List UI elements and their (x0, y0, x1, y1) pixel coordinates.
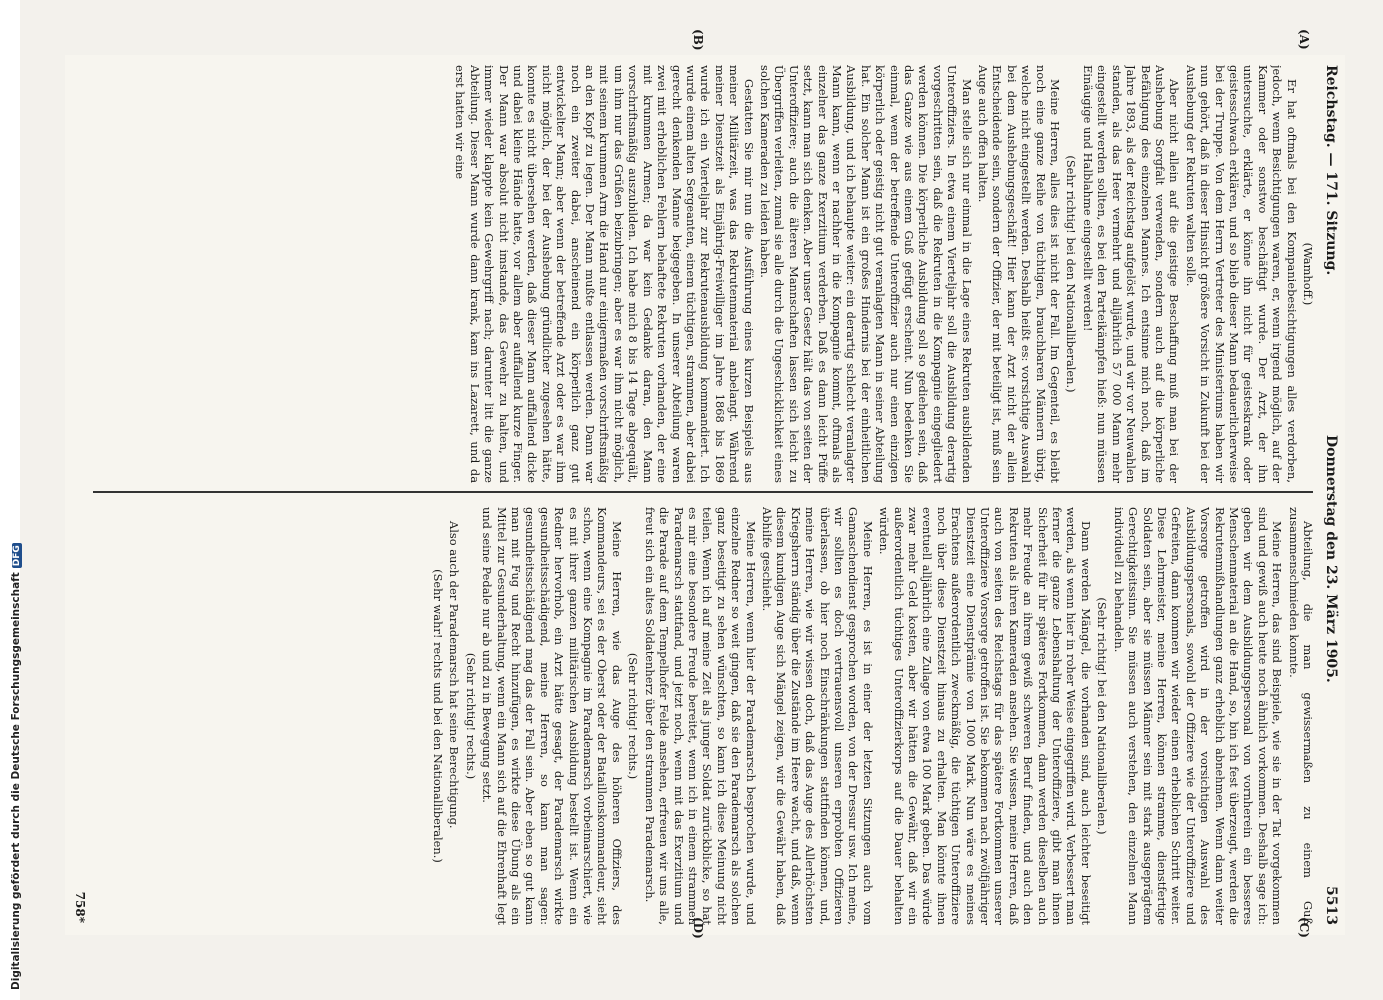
margin-marker-b: (B) (691, 29, 705, 51)
print-signature: 758* (73, 891, 87, 923)
header-date: Donnerstag den 23. März 1905. (1323, 435, 1339, 683)
paragraph: Aber nicht allein auf die geistige Beschaffung muß man bei der Aushebung Sorgfalt verwenden, sondern auch auf die körperliche Befähigung des einzelnen Mannes. Ich entsinne mich noch, daß im Jahre 1893, als der Reichstag aufgelöst wurde, und wir vor Neuwahlen standen, als das Heer vermehrt und alljährlich 57 000 Mann mehr eingestellt werden sollten, es bei den Parteikämpfen hieß: nun müssen Einäugige und Halblahme eingestellt werden! (1080, 65, 1182, 483)
document-page (65, 29, 1345, 939)
page-header (1315, 55, 1345, 935)
text-column-left (85, 65, 1315, 483)
paragraph: Meine Herren, wenn hier der Parademarsch besprochen wurde, und einzelne Redner so weit gingen, daß sie den Parademarsch als solchen ganz beseitigt zu sehen wünschten, so kann ich diese Meinung nicht teilen. Wenn ich auf meine Zeit als junger Soldat zurückblicke, so hat es mir eine besondere Freude bereitet, wenn ich in einem strammen Parademarsch stattfand, und jetzt noch, wenn mit das Exerzitium und die Parade auf dem Tempelhofer Felde ansehen, erfreuen wir uns alle, freut sich ein altes Soldatenherz über den strammen Parademarsch. (642, 507, 758, 925)
digitization-credit (0, 0, 20, 1000)
margin-marker-c: (C) (1297, 917, 1311, 938)
paragraph: (Wamhoff.) (1301, 242, 1315, 306)
paragraph: Man stelle sich nur einmal in die Lage eines Rekruten ausbildenden Unteroffiziers. In etwa einem Vierteljahr soll die Ausbildung derartig vorgeschritten sein, daß die Rekruten in die Kompagnie eingegliedert werden können. Die körperliche Ausbildung soll so gediehen sein, daß das Ganze wie aus einem Guß gefügt erscheint. Nun bedenken Sie einmal, wenn der betreffende Unteroffizier auch nur einen einzigen körperlich oder geistig nicht gut veranlagten Mann in seiner Abteilung hat. Ein solcher Mann ist ein großes Hindernis bei der einheitlichen Ausbildung, und ich behaupte weiter: ein derartig schlecht veranlagter Mann kann, wenn er nachher in die Kompagnie kommt, oftmals als einzelner das ganze Exerzitium verderben. Daß es dann leicht Püffe setzt, kann man sich denken. Aber unser Gesetz hält das von seiten der Unteroffiziere; auch die älteren Mannschaften lassen sich leicht zu Übergriffen verleiten, zumal sie alle durch die Ungeschicklichkeit eines solchen Kameraden zu leiden haben. (757, 65, 974, 483)
paragraph: (Sehr wahr! rechts und bei den Nationalliberalen.) (431, 569, 446, 863)
dfg-logo: DFG (12, 545, 22, 567)
margin-marker-d: (D) (691, 917, 705, 939)
text-column-right (85, 507, 1315, 925)
paragraph: (Sehr richtig! bei den Nationalliberalen.) (1095, 597, 1110, 835)
paragraph: Meine Herren, wie das Auge des höheren Offiziers, des Kommandeurs, sei es der Oberst oder der Bataillonskommandeur, sieht schon, wenn eine Kompagnie im Parademarsch vorbeimarschiert, wie es mit ihrer ganzen militärischen Ausbildung bestellt ist. Wenn ein Redner hervorhob, ein Arzt hätte gesagt, der Parademarsch wirkte gesundheitsschädigend, meine Herren, so kann man sagen: gesundheitsschädigend mag das der Fall sein. Aber eben so gut kann man mit Fug und Recht hinzufügen, es wirkte diese Übung als ein Mittel zur Gesunderhaltung, wenn ein Mann sich auf die Ehrenhaft legt und seine Pedale nur ab und zu in Bewegung setzt. (480, 507, 624, 925)
header-left: Reichstag. — 171. Sitzung. (1323, 65, 1339, 276)
paragraph: Also auch der Parademarsch hat seine Berechtigung. (447, 521, 462, 829)
credit-text: Digitalisierung gefördert durch die Deutsche Forschungsgemeinschaft (10, 572, 22, 990)
paragraph: Er hat oftmals bei den Kompaniebesichtigungen alles verdorben, jedoch, wenn Besichtigungen waren, er, wenn irgend möglich, auf der Kammer oder sonstwo beschäftigt wurde. Der Arzt, der ihn untersuchte, erklärte, er könne ihn nicht für geisteskrank oder geistesschwach erklären, und so blieb dieser Mann bedauerlicherweise bei der Truppe. Von dem Herrn Vertreter des Ministeriums haben wir nun gehört, daß in dieser Hinsicht größere Vorsicht in Zukunft bei der Aushebung der Rekruten walten solle. (1183, 65, 1299, 483)
paragraph: Dann werden Mängel, die vorhanden sind, auch leichter beseitigt werden, als wenn hier in roher Weise eingegriffen wird. Verbessert man ferner die ganze Lebenshaltung der Unteroffiziere, gibt man ihnen Sicherheit für ihr späteres Fortkommen, dann werden dieselben auch mehr Freude an ihrem gewiß schweren Beruf finden, und auch den Rekruten als ihren Kameraden ansehen. Sie wissen, meine Herren, daß auch von seiten des Reichstags für das spätere Fortkommen unserer Unteroffiziere Vorsorge getroffen ist. Sie bekommen nach zwölfjähriger Dienstzeit eine Dienstprämie von 1000 Mark. Nun wäre es meines Erachtens außerordentlich zweckmäßig, die tüchtigen Unteroffiziere noch über diese Dienstzeit hinaus zu erhalten. Man könnte ihnen eventuell alljährlich eine Zulage von etwa 100 Mark geben. Das würde zwar mehr Geld kosten, aber wir hätten die Gewähr, daß wir ein außerordentlich tüchtiges Unteroffizierkorps auf die Dauer behalten würden. (877, 507, 1093, 925)
paragraph: Gestatten Sie mir nun die Ausführung eines kurzen Beispiels aus meiner Militärzeit, was das Rekrutenmaterial anbelangt. Während meiner Dienstzeit als Einjährig-Freiwilliger im Jahre 1868 bis 1869 wurde ich ein Vierteljahr zur Rekrutenausbildung kommandiert. Ich wurde einem alten Sergeanten, einem tüchtigen, strammen, aber dabei gerecht denkenden Manne beigegeben. In unserer Abteilung waren zwei mit erheblichen Fehlern behaftete Rekruten vorhanden, der eine mit krummen Armen; da war kein Gedanke daran, den Mann vorschriftsmäßig auszubilden. Ich habe mich 8 bis 14 Tage abgequält, um ihm nur das Grüßen beizubringen; aber es war ihm nicht möglich, mit seinem krummen Arm die Hand nur einigermaßen vorschriftsmäßig an den Kopf zu legen. Der Mann mußte entlassen werden. Dann war noch ein zweiter dabei, anscheinend ein körperlich ganz gut entwickelter Mann; aber wenn der betreffende Arzt oder es war ihm nicht möglich, der bei der Aushebung gründlicher zugesehen hätte, konnte es nicht übersehen werden, daß dieser Mann auffallend dicke und dabei kleine Hände hatte, vor allem aber auffallend kurze Finger. Der Mann war absolut nicht imstande, das Gewehr zu halten, und immer wieder klappte kein Gewehrgriff nach; darunter litt die ganze Abteilung. Dieser Mann wurde dann krank, kam ins Lazarett, und da erst hatten wir eine (453, 65, 756, 483)
paragraph: Meine Herren, das sind Beispiele, wie sie in der Tat vorgekommen sind und gewiß auch heute noch ähnlich vorkommen. Deshalb sage ich: geben wir dem Ausbildungspersonal von vornherein ein besseres Menschenmaterial an die Hand, so, bin ich fest überzeugt, werden die Rekrutenmißhandlungen ganz erheblich abnehmen. Wenn dann weiter Vorsorge getroffen wird in der vorsichtigen Auswahl des Ausbildungspersonals, sowohl der Offiziere wie der Unteroffiziere und Gefreiten, dann kommen wir wieder einen erheblichen Schritt weiter. Diese Lehrmeister, meine Herren, können stramme, dienstfertige Soldaten sein, aber sie müssen Männer sein mit stark ausgeprägtem Gerechtigkeitssinn. Sie müssen auch verstehen, den einzelnen Mann individuell zu behandeln. (1111, 507, 1285, 925)
paragraph: (Sehr richtig! rechts.) (463, 652, 478, 780)
paragraph: (Sehr richtig! bei den Nationalliberalen.) (1064, 155, 1079, 393)
paragraph: Meine Herren, es ist in einer der letzten Sitzungen auch vom Gamaschendienst gesprochen worden, von der Dressur usw. Ich meine, wir sollten es doch vertrauensvoll unseren erprobten Offizieren überlassen, ob hier noch Einschränkungen stattfinden können, und, meine Herren, wie wir wissen doch, daß das Auge des Allerhöchsten Kriegsherrn ständig über die Zustände im Heere wacht, und daß, wenn diesem kundigen Auge sich Mängel zeigen, wir die Gewähr haben, daß Abhilfe geschieht. (759, 507, 875, 925)
column-divider (93, 491, 1313, 493)
margin-marker-a: (A) (1297, 29, 1311, 50)
paragraph: (Sehr richtig! rechts.) (626, 652, 641, 780)
paragraph: Meine Herren, alles dies ist nicht der Fall. Im Gegenteil, es bleibt noch eine ganze Reihe von tüchtigen, brauchbaren Männern übrig, welche nicht eingestellt werden. Deshalb heißt es: vorsichtige Auswahl bei dem Aushebungsgeschäft! Hier kann der Arzt nicht der allein Entscheidende sein, sondern der Offizier, der mit beteiligt ist, muß sein Auge auch offen halten. (976, 65, 1063, 483)
page-number: 5513 (1323, 886, 1339, 925)
paragraph: Abteilung, die man gewissermaßen zu einem Guß zusammenschmieden konnte. (1286, 507, 1315, 925)
